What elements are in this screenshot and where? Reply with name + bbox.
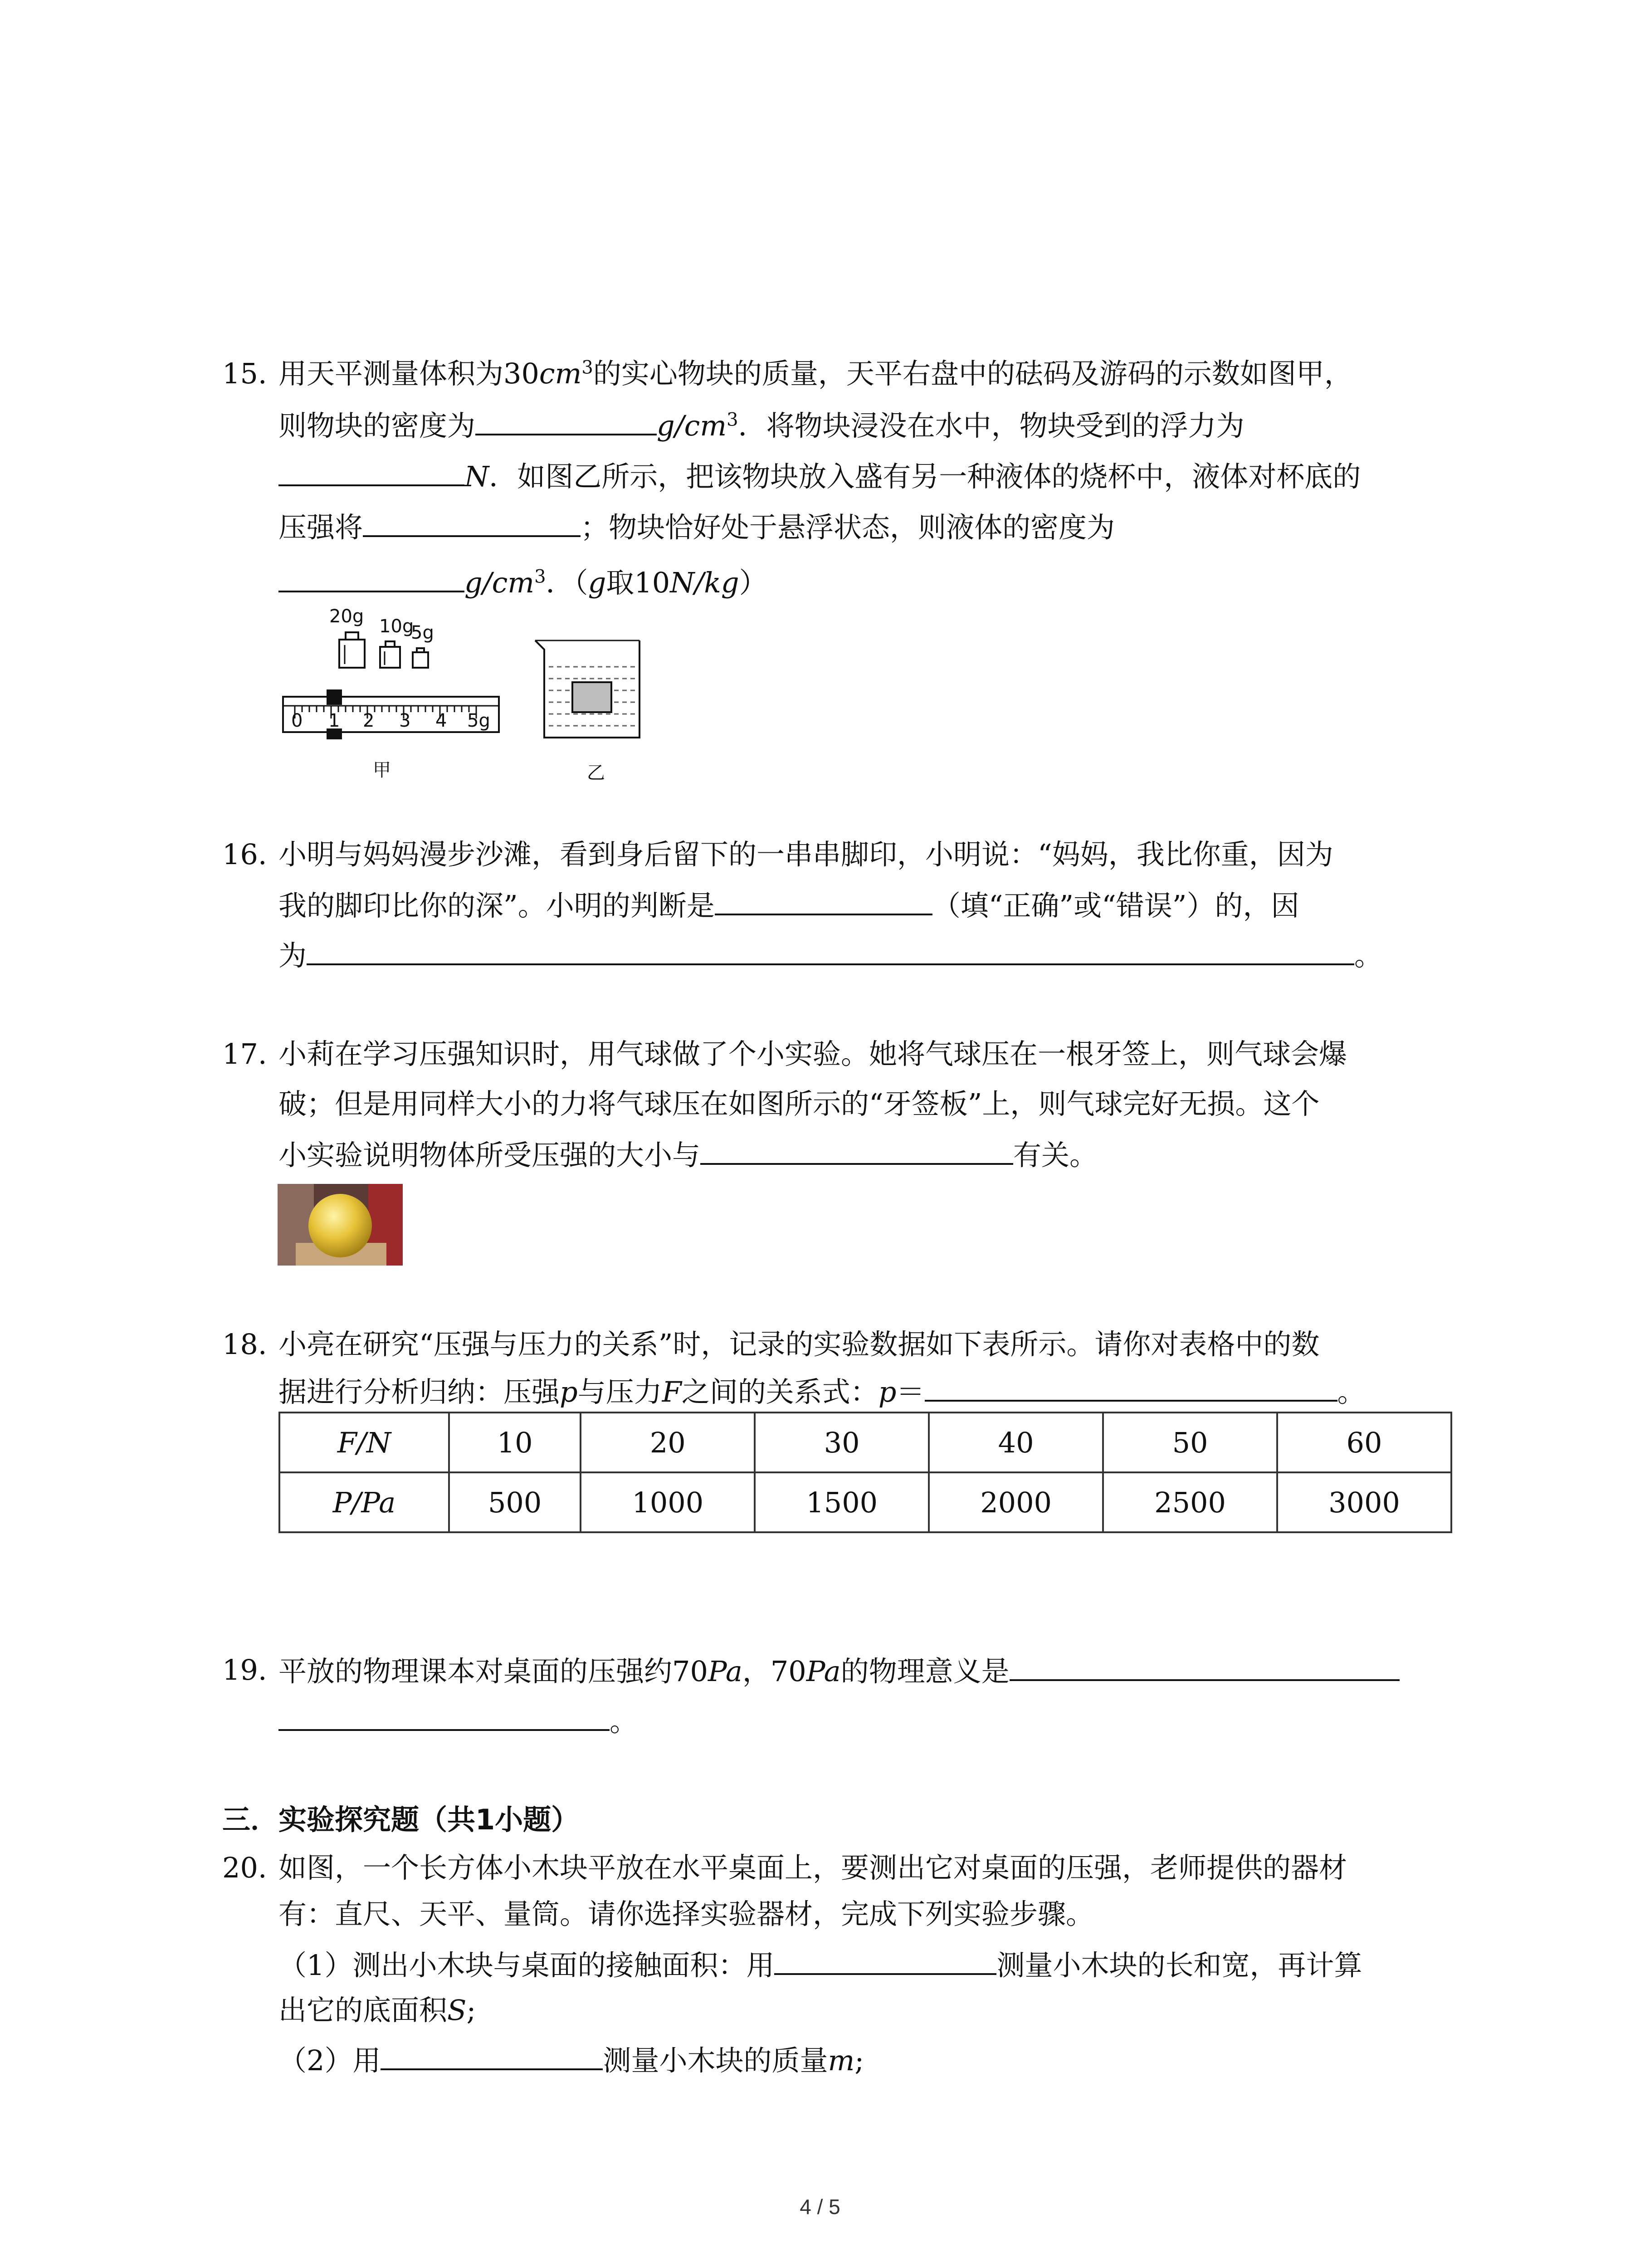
page-number: 4 / 5 xyxy=(800,2195,840,2219)
table-cell: 2000 xyxy=(929,1472,1103,1532)
pressure-force-table xyxy=(278,1412,1452,1533)
q17-blank-factor[interactable] xyxy=(700,1131,1013,1165)
table-row xyxy=(279,1413,1451,1472)
q18-number: 18. xyxy=(222,1328,267,1361)
q19-line-2: 。 xyxy=(278,1697,638,1744)
q15-blank-buoyancy[interactable] xyxy=(278,453,464,486)
table-cell: 20 xyxy=(581,1413,755,1472)
q20-line-4: 出它的底面积S; xyxy=(278,1994,476,2027)
q15-line-1: 用天平测量体积为$30cm^3$的实心物块的质量，天平右盘中的砝码及游码的示数如图甲， xyxy=(278,357,1352,390)
scale-label-3: 3 xyxy=(399,710,411,731)
table-cell: 1500 xyxy=(755,1472,929,1532)
q19-blank-meaning-2[interactable] xyxy=(278,1697,610,1731)
q19-blank-meaning-1[interactable] xyxy=(1010,1647,1400,1681)
table-cell: 10 xyxy=(449,1413,581,1472)
section-3-heading: 三．实验探究题（共1小题） xyxy=(222,1803,580,1836)
scale-label-2: 2 xyxy=(363,710,375,731)
table-header-pressure: P/Pa xyxy=(279,1472,449,1532)
table-cell: 40 xyxy=(929,1413,1103,1472)
q16-line-3: 为 。 xyxy=(278,932,1382,978)
scale-label-5g: 5g xyxy=(467,710,490,731)
scale-label-4: 4 xyxy=(435,710,447,731)
q20-number: 20. xyxy=(222,1851,267,1884)
q18-line-2: 据进行分析归纳：压强p与压力F之间的关系式：p＝ 。 xyxy=(278,1368,1366,1415)
q20-blank-instrument-2[interactable] xyxy=(381,2037,603,2070)
q18-blank-formula[interactable] xyxy=(925,1368,1337,1402)
table-cell: 2500 xyxy=(1103,1472,1277,1532)
table-row xyxy=(279,1472,1451,1532)
table-cell: 60 xyxy=(1277,1413,1451,1472)
q19-line-1: 平放的物理课本对桌面的压强约70Pa，70Pa的物理意义是 xyxy=(278,1647,1400,1694)
figure-label-yi: 乙 xyxy=(587,763,605,783)
table-cell: 3000 xyxy=(1277,1472,1451,1532)
q15-line-4: 压强将 ；物块恰好处于悬浮状态，则液体的密度为 xyxy=(278,503,1115,550)
q17-line-2: 破；但是用同样大小的力将气球压在如图所示的“牙签板”上，则气球完好无损。这个 xyxy=(278,1087,1320,1120)
scale-label-1: 1 xyxy=(328,710,340,731)
q15-line-3: N．如图乙所示，把该物块放入盛有另一种液体的烧杯中，液体对杯底的 xyxy=(278,453,1361,499)
q16-blank-reason[interactable] xyxy=(307,932,1354,965)
q17-number: 17. xyxy=(222,1037,267,1070)
q15-line-5: $g/cm^3$．（g取10N/kg） xyxy=(278,559,767,606)
table-cell: 500 xyxy=(449,1472,581,1532)
figure-label-jia: 甲 xyxy=(373,760,391,781)
scale-label-0: 0 xyxy=(291,710,303,731)
q16-blank-judgement[interactable] xyxy=(715,882,932,915)
q20-line-3: （1）测出小木块与桌面的接触面积：用 测量小木块的长和宽，再计算 xyxy=(278,1941,1362,1988)
q17-line-1: 小莉在学习压强知识时，用气球做了个小实验。她将气球压在一根牙签上，则气球会爆 xyxy=(278,1037,1347,1070)
q20-line-1: 如图，一个长方体小木块平放在水平桌面上，要测出它对桌面的压强，老师提供的器材 xyxy=(278,1851,1347,1884)
table-header-force: F/N xyxy=(279,1413,449,1472)
q19-number: 19. xyxy=(222,1653,267,1686)
q15-blank-liquid-density[interactable] xyxy=(278,559,464,592)
weight-label-20g: 20g xyxy=(329,606,364,627)
table-cell: 50 xyxy=(1103,1413,1277,1472)
q20-line-5: （2）用 测量小木块的质量m; xyxy=(278,2037,864,2083)
q16-line-2: 我的脚印比你的深”。小明的判断是 （填“正确”或“错误”）的，因 xyxy=(278,882,1299,929)
weight-label-10g: 10g xyxy=(379,616,414,637)
q15-blank-pressure[interactable] xyxy=(363,503,581,537)
q16-line-1: 小明与妈妈漫步沙滩，看到身后留下的一串串脚印，小明说：“妈妈，我比你重，因为 xyxy=(278,838,1333,871)
table-cell: 1000 xyxy=(581,1472,755,1532)
beaker-figure xyxy=(531,635,649,748)
q15-number: 15. xyxy=(222,357,267,390)
q20-line-2: 有：直尺、天平、量筒。请你选择实验器材，完成下列实验步骤。 xyxy=(278,1897,1094,1931)
q17-line-3: 小实验说明物体所受压强的大小与 有关。 xyxy=(278,1131,1098,1178)
q20-blank-instrument-1[interactable] xyxy=(774,1941,996,1975)
table-cell: 30 xyxy=(755,1413,929,1472)
q15-blank-density[interactable] xyxy=(475,402,657,435)
q15-line-2: 则物块的密度为 $g/cm^3$．将物块浸没在水中，物块受到的浮力为 xyxy=(278,402,1245,449)
q16-number: 16. xyxy=(222,838,267,871)
balloon-photo xyxy=(278,1184,403,1266)
weight-label-5g: 5g xyxy=(411,622,434,643)
q18-line-1: 小亮在研究“压强与压力的关系”时，记录的实验数据如下表所示。请你对表格中的数 xyxy=(278,1328,1320,1361)
